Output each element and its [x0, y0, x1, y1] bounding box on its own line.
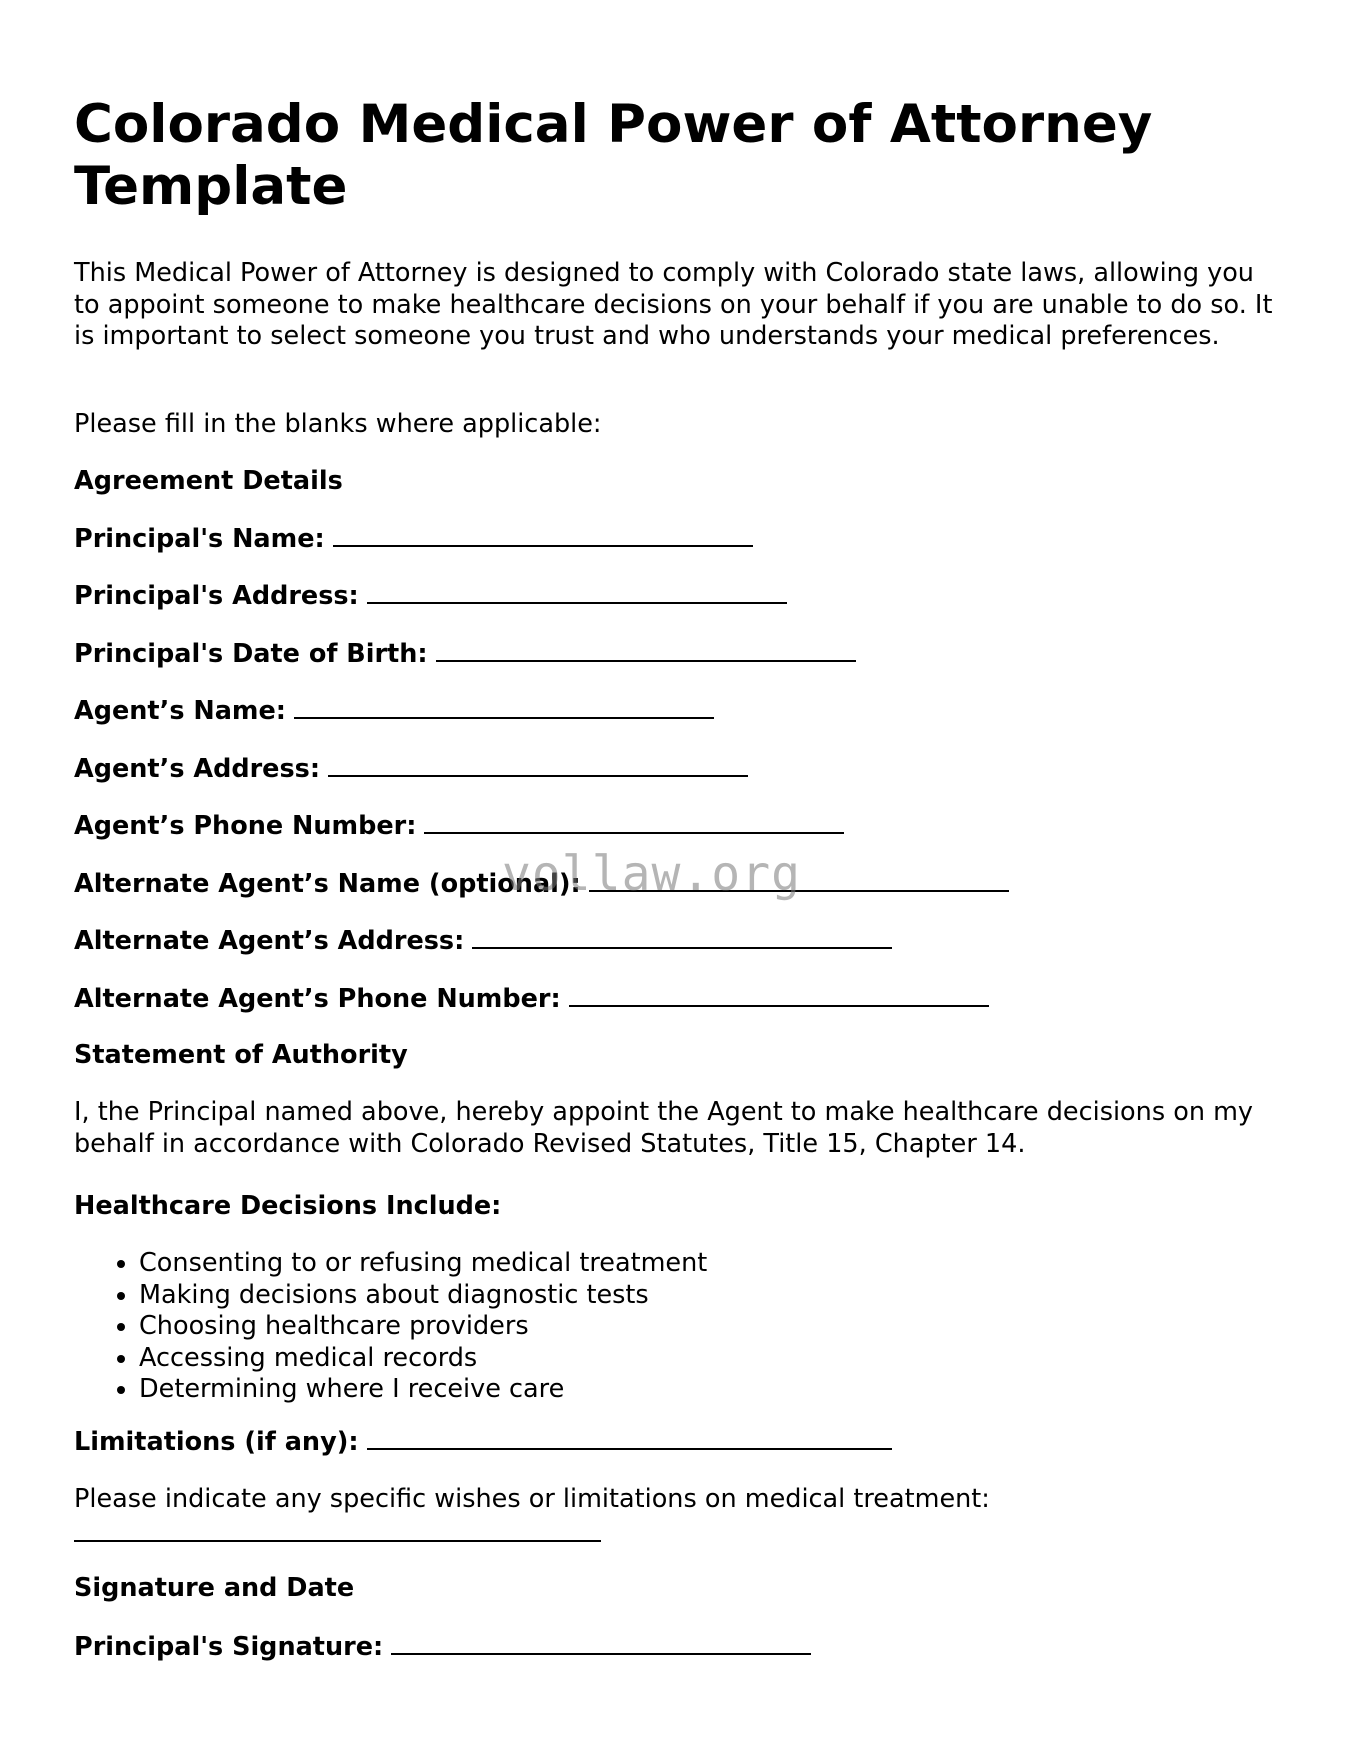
list-item: • Consenting to or refusing medical treatment — [139, 1248, 707, 1280]
agent-name-blank[interactable] — [294, 695, 714, 719]
field-label: Alternate Agent’s Phone Number: — [74, 984, 561, 1014]
principal-dob-blank[interactable] — [436, 638, 856, 662]
alt-agent-address-blank[interactable] — [472, 925, 892, 949]
field-label: Agent’s Phone Number: — [74, 811, 417, 841]
watermark: vollaw.org — [502, 846, 801, 902]
field-agent-address — [74, 753, 748, 786]
list-item: • Accessing medical records — [139, 1343, 707, 1375]
field-principal-dob — [74, 638, 856, 671]
field-label: Principal's Signature: — [74, 1632, 384, 1662]
field-label: Agent’s Address: — [74, 754, 321, 784]
list-item: • Making decisions about diagnostic tests — [139, 1280, 707, 1312]
instructions-text: Please fill in the blanks where applicable: — [74, 409, 602, 439]
field-principal-address — [74, 580, 787, 613]
field-agent-name — [74, 695, 714, 728]
field-label: Principal's Date of Birth: — [74, 639, 428, 669]
field-label: Agent’s Name: — [74, 696, 286, 726]
field-label: Principal's Name: — [74, 524, 325, 554]
field-agent-phone — [74, 810, 844, 843]
field-label: Limitations (if any): — [74, 1427, 359, 1457]
list-item: • Determining where I receive care — [139, 1374, 707, 1406]
limitations-blank[interactable] — [367, 1426, 892, 1450]
principal-name-blank[interactable] — [333, 523, 753, 547]
agent-address-blank[interactable] — [328, 753, 748, 777]
field-label: Alternate Agent’s Name (optional): — [74, 869, 581, 899]
principal-signature-blank[interactable] — [391, 1631, 811, 1655]
section-heading-signature-and-date: Signature and Date — [74, 1573, 355, 1603]
wishes-blank[interactable] — [74, 1518, 601, 1542]
wishes-prompt: Please indicate any specific wishes or limitations on medical treatment: — [74, 1484, 990, 1514]
decisions-list — [74, 1248, 707, 1406]
field-alt-agent-address — [74, 925, 892, 958]
field-label: Principal's Address: — [74, 581, 359, 611]
alt-agent-phone-blank[interactable] — [569, 983, 989, 1007]
field-limitations — [74, 1426, 892, 1459]
intro-paragraph: This Medical Power of Attorney is designed to comply with Colorado state laws, allowing you to appoint someone to make healthcare decisions on your behalf if you are unable to do so. It is important to select someone you trust and who understands your medical preferences. — [74, 258, 1273, 351]
authority-statement: I, the Principal named above, hereby appoint the Agent to make healthcare decisions on my behalf in accordance with Colorado Revised Statutes, Title 15, Chapter 14. — [74, 1097, 1254, 1159]
principal-address-blank[interactable] — [367, 580, 787, 604]
field-label: Alternate Agent’s Address: — [74, 926, 465, 956]
section-heading-statement-of-authority: Statement of Authority — [74, 1040, 408, 1070]
list-item: • Choosing healthcare providers — [139, 1311, 707, 1343]
field-alt-agent-phone — [74, 983, 989, 1016]
page-title: Colorado Medical Power of Attorney Template — [74, 94, 1153, 217]
field-principal-name — [74, 523, 753, 556]
field-principal-signature — [74, 1631, 811, 1664]
section-heading-agreement-details: Agreement Details — [74, 466, 343, 496]
section-heading-healthcare-decisions: Healthcare Decisions Include: — [74, 1191, 502, 1221]
agent-phone-blank[interactable] — [424, 810, 844, 834]
